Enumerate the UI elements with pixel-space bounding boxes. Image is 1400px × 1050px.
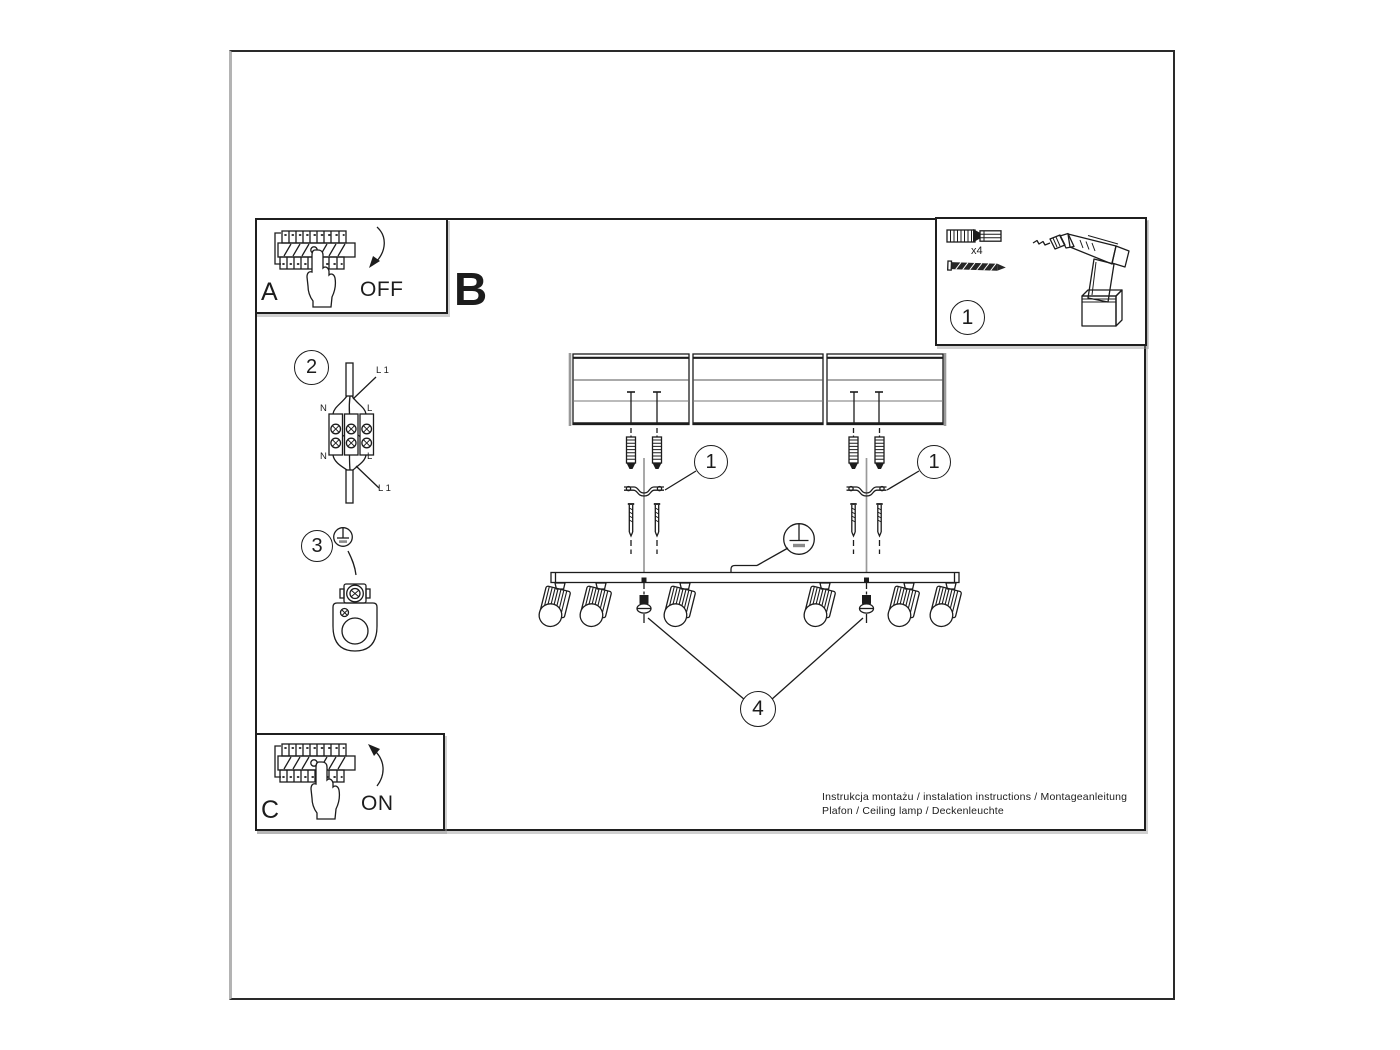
on-label: ON [361, 792, 394, 815]
callout-leader-right [887, 471, 919, 490]
wiring-diagram [329, 363, 379, 503]
spotlight-head [662, 583, 696, 629]
wall-plug-icon [947, 229, 1001, 243]
callout-leader-left [665, 471, 696, 490]
shade-callout: 4 [740, 691, 776, 727]
terminal-block [329, 414, 374, 455]
shade-screw-fitting [860, 578, 874, 624]
anchor-callout-right: 1 [917, 445, 951, 479]
anchor-callout-left: 1 [694, 445, 728, 479]
parts-callout: 1 [950, 300, 985, 335]
spotlight-head [537, 583, 571, 629]
pointing-hand-icon [307, 250, 335, 307]
title-line-2: Plafon / Ceiling lamp / Deckenleuchte [822, 805, 1004, 817]
wire-label-l-bottom: L [367, 451, 373, 462]
curved-arrow-up-icon [374, 750, 383, 786]
off-label: OFF [360, 278, 404, 301]
step-3-callout: 3 [301, 530, 333, 562]
wire-label-l-top: L [367, 403, 373, 414]
step-2-callout: 2 [294, 350, 329, 385]
screw-icon [948, 261, 1006, 272]
drill-icon [1033, 234, 1129, 327]
spotlight-head [802, 583, 836, 629]
ceiling-panels [570, 353, 945, 426]
title-line-1: Instrukcja montażu / instalation instructions / Montageanleitung [822, 791, 1128, 803]
spotlight-head [578, 583, 612, 629]
spotlight-head [886, 583, 920, 629]
ground-terminal [340, 584, 370, 603]
ground-wire [348, 551, 356, 575]
wire-label-l1-bottom: L 1 [378, 483, 391, 494]
supply-cable-bottom [346, 470, 353, 503]
wire-label-n-bottom: N [320, 451, 327, 462]
wire-label-n-top: N [320, 403, 327, 414]
spotlight-head [928, 583, 962, 629]
screw-quantity-label: x4 [971, 245, 983, 257]
anchor-assembly-right [847, 428, 887, 573]
panel-c-label: C [261, 796, 280, 824]
curved-arrow-down-icon [375, 227, 384, 263]
callout-leader-shade-right [771, 618, 863, 700]
panel-a-label: A [261, 278, 278, 306]
anchor-assembly-left [624, 428, 664, 573]
ground-leader-line [757, 548, 788, 566]
mounting-plate [333, 603, 377, 651]
shade-screw-fitting [637, 578, 651, 624]
callout-leader-shade-left [648, 618, 745, 700]
section-b-label: B [454, 263, 488, 315]
ground-symbol-large [784, 524, 815, 555]
supply-cable-top [346, 363, 353, 396]
ground-symbol-small [334, 528, 353, 547]
wire-label-l1-top: L 1 [376, 365, 389, 376]
lamp-bar [551, 573, 959, 583]
